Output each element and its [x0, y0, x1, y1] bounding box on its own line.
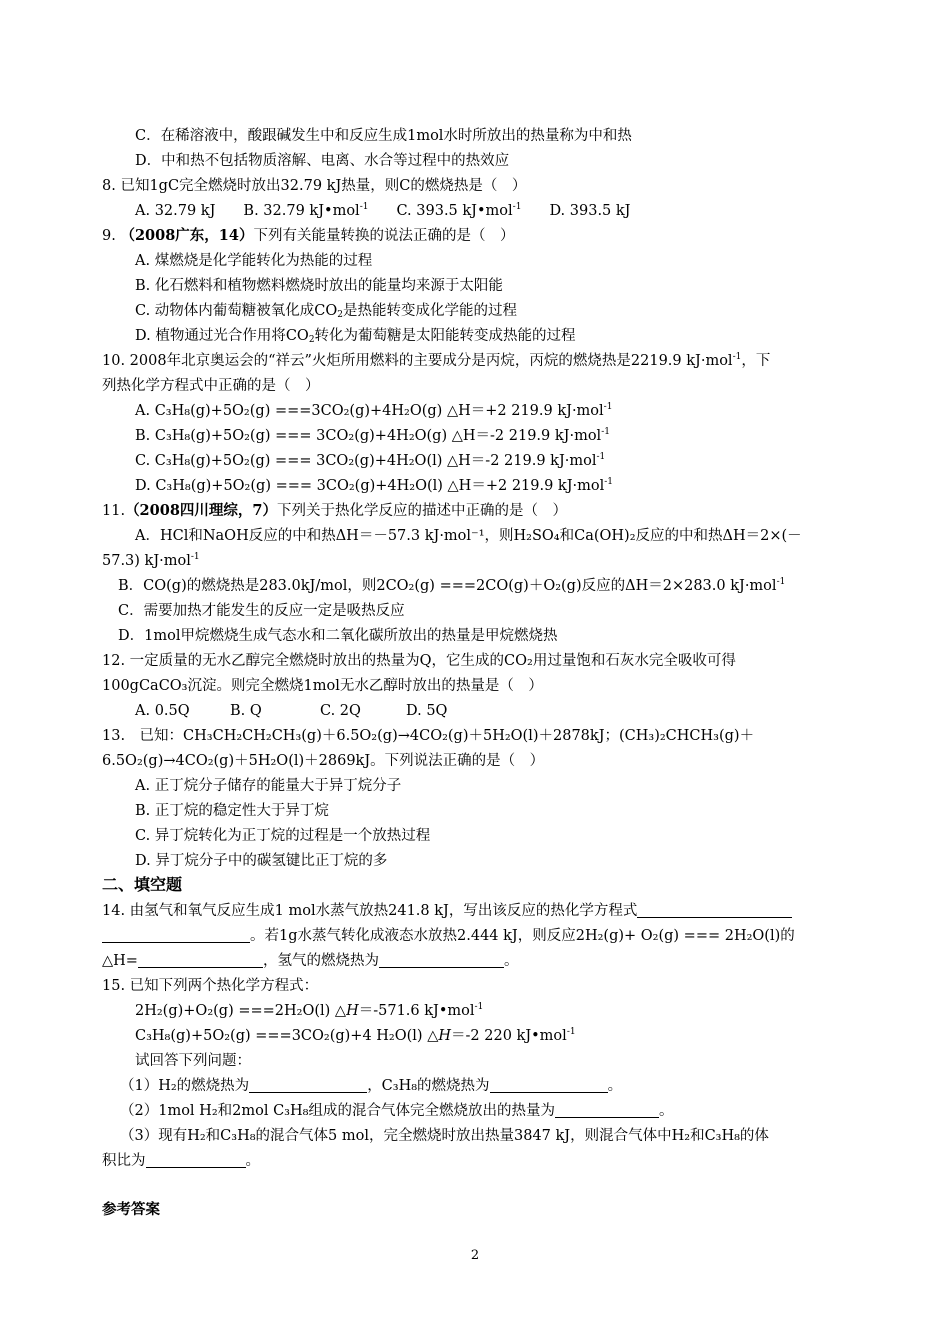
q7-option-c: C．在稀溶液中，酸跟碱发生中和反应生成1mol水时所放出的热量称为中和热 — [135, 128, 632, 144]
q11-option-a-cont: 57.3) kJ·mol$^{-1}$ — [102, 552, 200, 569]
q8-option-b: B. 32.79 kJ•mol$^{-1}$ — [243, 202, 369, 219]
q9-option-d: D. 植物通过光合作用将$CO_2$转化为葡萄糖是太阳能转变成热能的过程 — [135, 328, 576, 345]
q13-stem: 13. 已知：CH₃CH₂CH₂CH₃(g)＋6.5O₂(g)→4CO₂(g)＋5H₂O(l)＋2878kJ；(CH₃)₂CHCH₃(g)＋ — [102, 728, 755, 744]
q8-options — [135, 201, 885, 221]
q11-option-c: C．需要加热才能发生的反应一定是吸热反应 — [118, 603, 405, 619]
q15-part-2: （2）1mol H₂和2mol C₃H₈组成的混合气体完全燃烧放出的热量为 。 — [120, 1103, 674, 1119]
q15-equation-2: C₃H₈(g)+5O₂(g) ===3CO₂(g)+4 H₂O(l) △H＝-2 220 kJ•mol$^{-1}$ — [135, 1027, 576, 1044]
q10-option-d: D. C₃H₈(g)+5O₂(g) === 3CO₂(g)+4H₂O(l) △H＝+2 219.9 kJ·mol$^{-1}$ — [135, 477, 614, 494]
q8-option-d: D. 393.5 kJ — [549, 203, 631, 219]
q13-stem-cont: 6.5O₂(g)→4CO₂(g)＋5H₂O(l)＋2869kJ。下列说法正确的是（ ） — [102, 753, 545, 769]
q9-option-a: A. 煤燃烧是化学能转化为热能的过程 — [135, 253, 373, 269]
q14-stem-cont: 。若1g水蒸气转化成液态水放热2.444 kJ，则反应2H₂(g)+ O₂(g) === 2H₂O(l)的 — [102, 926, 852, 946]
q11-source: （2008四川理综，7） — [125, 502, 278, 519]
q15-part-3: （3）现有H₂和C₃H₈的混合气体5 mol，完全燃烧时放出热量3847 kJ，则混合气体中H₂和C₃H₈的体 — [120, 1128, 769, 1144]
q14-blank-equation[interactable] — [637, 902, 792, 918]
q14-stem-cont2: △H= ，氢气的燃烧热为 。 — [102, 953, 519, 969]
q9-option-c: C. 动物体内葡萄糖被氧化成$CO_2$是热能转变成化学能的过程 — [135, 303, 518, 320]
q11-option-a: A．HCl和NaOH反应的中和热ΔH＝－57.3 kJ·mol⁻¹，则H₂SO₄和Ca(OH)₂反应的中和热ΔH＝2×(－ — [135, 528, 802, 544]
q10-option-a: A. C₃H₈(g)+5O₂(g) ===3CO₂(g)+4H₂O(g) △H＝+2 219.9 kJ·mol$^{-1}$ — [135, 402, 613, 419]
q8-option-a: A. 32.79 kJ — [135, 203, 216, 219]
q10-option-c: C. C₃H₈(g)+5O₂(g) === 3CO₂(g)+4H₂O(l) △H＝-2 219.9 kJ·mol$^{-1}$ — [135, 452, 606, 469]
q15-part-1: （1）H₂的燃烧热为 ，C₃H₈的燃烧热为 。 — [120, 1078, 623, 1094]
page-number: 2 — [470, 1248, 480, 1263]
answers-heading: 参考答案 — [102, 1202, 160, 1218]
q15-prompt: 试回答下列问题： — [135, 1053, 251, 1069]
q10-stem: 10. 2008年北京奥运会的“祥云”火炬所用燃料的主要成分是丙烷，丙烷的燃烧热是2219.9 kJ·mol$^{-1}$，下 — [102, 352, 771, 369]
q11-option-d: D．1mol甲烷燃烧生成气态水和二氧化碳所放出的热量是甲烷燃烧热 — [118, 628, 558, 644]
q11-stem: 11.（2008四川理综，7）下列关于热化学反应的描述中正确的是（ ） — [102, 502, 568, 519]
q15-blank-c3h8-heat[interactable] — [490, 1077, 608, 1093]
q13-option-a: A. 正丁烷分子储存的能量大于异丁烷分子 — [135, 778, 402, 794]
q15-equation-1: 2H₂(g)+O₂(g) ===2H₂O(l) △H＝-571.6 kJ•mol$^{-1}$ — [135, 1002, 484, 1019]
q11-option-b: B．CO(g)的燃烧热是283.0kJ/mol，则2CO₂(g) ===2CO(g)＋O₂(g)反应的ΔH＝2×283.0 kJ·mol$^{-1}$ — [118, 577, 786, 594]
q9-source: （2008广东，14） — [120, 227, 254, 244]
q15-blank-volume-ratio[interactable] — [146, 1152, 246, 1168]
q10-option-b: B. C₃H₈(g)+5O₂(g) === 3CO₂(g)+4H₂O(g) △H＝-2 219.9 kJ·mol$^{-1}$ — [135, 427, 610, 444]
q12-option-b: B. Q — [230, 703, 262, 719]
q12-stem-cont: 100gCaCO₃沉淀。则完全燃烧1mol无水乙醇时放出的热量是（ ） — [102, 678, 543, 694]
q14-blank-equation-cont[interactable] — [102, 927, 250, 943]
q14-blank-delta-h[interactable] — [138, 952, 263, 968]
q14-blank-combustion-heat[interactable] — [379, 952, 504, 968]
q13-option-d: D. 异丁烷分子中的碳氢键比正丁烷的多 — [135, 853, 388, 869]
q12-option-a: A. 0.5Q — [135, 703, 190, 719]
q9-stem: 9. （2008广东，14）下列有关能量转换的说法正确的是（ ） — [102, 227, 515, 244]
q15-stem: 15. 已知下列两个热化学方程式： — [102, 978, 319, 994]
q8-stem: 8. 已知1gC完全燃烧时放出32.79 kJ热量，则C的燃烧热是（ ） — [102, 178, 527, 194]
q14-stem: 14. 由氢气和氧气反应生成1 mol水蒸气放热241.8 kJ，写出该反应的热化学方程式 — [102, 901, 852, 921]
q13-option-b: B. 正丁烷的稳定性大于异丁烷 — [135, 803, 329, 819]
q8-option-c: C. 393.5 kJ•mol$^{-1}$ — [396, 202, 522, 219]
q15-blank-h2-heat[interactable] — [249, 1077, 367, 1093]
q13-option-c: C. 异丁烷转化为正丁烷的过程是一个放热过程 — [135, 828, 431, 844]
q15-blank-mix-heat[interactable] — [555, 1102, 659, 1118]
q15-part-3-cont: 积比为 。 — [102, 1153, 260, 1169]
q9-option-b: B. 化石燃料和植物燃料燃烧时放出的能量均来源于太阳能 — [135, 278, 503, 294]
q7-option-d: D．中和热不包括物质溶解、电离、水合等过程中的热效应 — [135, 153, 510, 169]
section-heading-fill-in: 二、填空题 — [102, 875, 183, 894]
q10-stem-cont: 列热化学方程式中正确的是（ ） — [102, 378, 320, 394]
q12-stem: 12. 一定质量的无水乙醇完全燃烧时放出的热量为Q，它生成的CO₂用过量饱和石灰水完全吸收可得 — [102, 653, 736, 669]
q12-option-d: D. 5Q — [406, 703, 448, 719]
q12-options — [135, 701, 885, 721]
q12-option-c: C. 2Q — [320, 703, 361, 719]
